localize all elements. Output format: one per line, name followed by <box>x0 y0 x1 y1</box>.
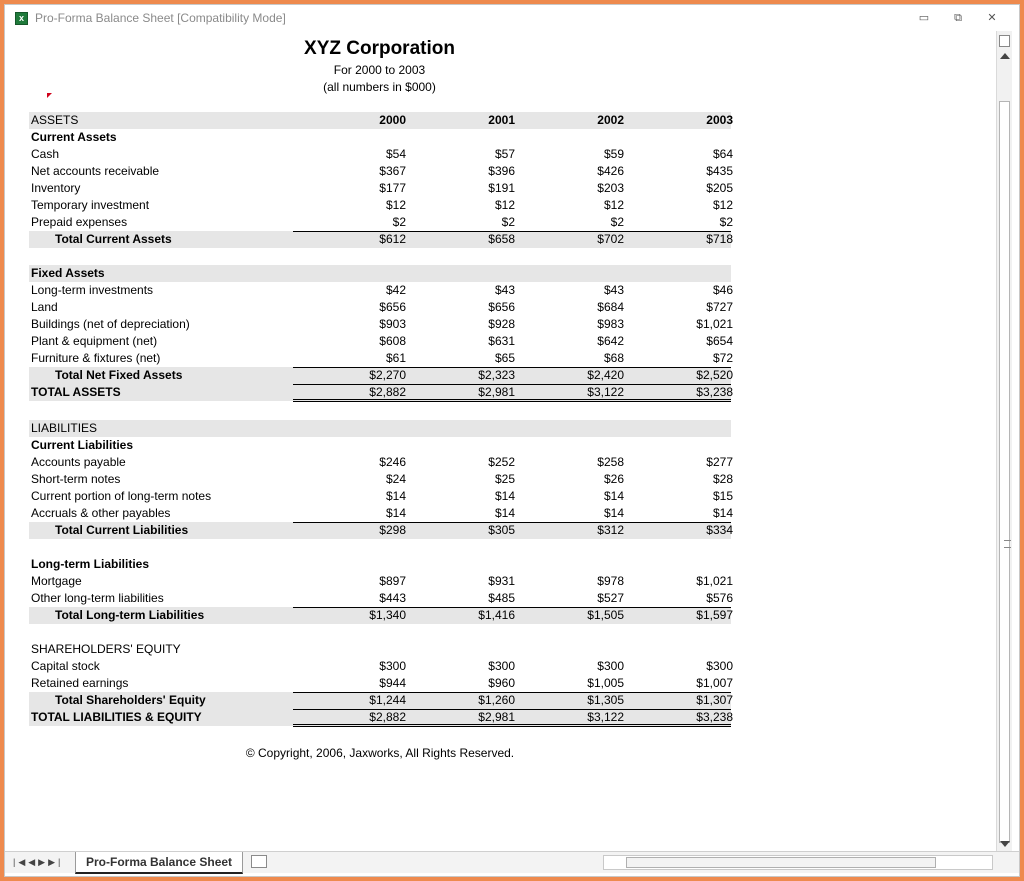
line-item-label[interactable]: Other long-term liabilities <box>31 591 164 605</box>
total-value[interactable]: $312 <box>597 523 624 537</box>
line-item-value[interactable]: $258 <box>597 455 624 469</box>
total-value[interactable]: $1,597 <box>696 608 733 622</box>
total-label[interactable]: Total Shareholders' Equity <box>55 693 206 707</box>
line-item-value[interactable]: $727 <box>706 300 733 314</box>
line-item-value[interactable]: $252 <box>488 455 515 469</box>
line-item-value[interactable]: $642 <box>597 334 624 348</box>
table-row[interactable] <box>29 709 731 726</box>
line-item-value[interactable]: $654 <box>706 334 733 348</box>
line-item-value[interactable]: $65 <box>494 351 515 365</box>
close-button[interactable]: ✕ <box>987 12 997 24</box>
line-item-value[interactable]: $14 <box>603 489 624 503</box>
total-value[interactable]: $658 <box>488 232 515 246</box>
line-item-label[interactable]: Short-term notes <box>31 472 121 486</box>
vertical-scrollbar[interactable] <box>996 31 1012 853</box>
section-heading[interactable]: Fixed Assets <box>31 266 105 280</box>
total-value[interactable]: $334 <box>706 523 733 537</box>
double-underline <box>293 384 731 402</box>
line-item-value[interactable]: $191 <box>488 181 515 195</box>
line-item-value[interactable]: $2 <box>610 215 624 229</box>
table-row[interactable] <box>29 333 731 350</box>
total-rule <box>293 607 731 624</box>
total-rule <box>293 231 731 248</box>
table-row[interactable] <box>29 573 731 590</box>
table-row[interactable] <box>29 505 731 522</box>
line-item-value[interactable]: $631 <box>488 334 515 348</box>
split-box-icon[interactable] <box>999 35 1010 47</box>
line-item-value[interactable]: $2 <box>392 215 406 229</box>
line-item-value[interactable]: $12 <box>712 198 733 212</box>
total-value[interactable]: $2,520 <box>696 368 733 382</box>
line-item-value[interactable]: $14 <box>385 506 406 520</box>
line-item-value[interactable]: $12 <box>385 198 406 212</box>
tab-pro-forma-balance-sheet[interactable]: Pro-Forma Balance Sheet <box>75 852 243 874</box>
total-value[interactable]: $2,323 <box>478 368 515 382</box>
line-item-value[interactable]: $42 <box>385 283 406 297</box>
line-item-value[interactable]: $72 <box>712 351 733 365</box>
total-label[interactable]: TOTAL LIABILITIES & EQUITY <box>31 710 202 724</box>
line-item-value[interactable]: $12 <box>603 198 624 212</box>
total-value[interactable]: $1,340 <box>369 608 406 622</box>
report-period: For 2000 to 2003 <box>333 63 426 77</box>
table-row[interactable] <box>29 367 731 384</box>
line-item-value[interactable]: $43 <box>603 283 624 297</box>
line-item-label[interactable]: Current portion of long-term notes <box>31 489 212 503</box>
restore-button[interactable]: ⧉ <box>954 12 962 24</box>
title-bar <box>5 5 1019 31</box>
line-item-value[interactable]: $59 <box>603 147 624 161</box>
line-item-value[interactable]: $277 <box>706 455 733 469</box>
line-item-label[interactable]: Prepaid expenses <box>31 215 128 229</box>
total-value[interactable]: $2,882 <box>369 385 406 399</box>
horizontal-scroll-thumb[interactable] <box>626 857 936 868</box>
table-row[interactable] <box>29 112 731 129</box>
table-row[interactable] <box>29 299 731 316</box>
line-item-label[interactable]: Capital stock <box>31 659 100 673</box>
table-row[interactable] <box>29 590 731 607</box>
line-item-value[interactable]: $978 <box>597 574 624 588</box>
line-item-value[interactable]: $68 <box>603 351 624 365</box>
total-value[interactable]: $1,260 <box>478 693 515 707</box>
report-units: (all numbers in $000) <box>323 80 436 94</box>
year-header[interactable]: 2003 <box>706 113 733 127</box>
line-item-value[interactable]: $928 <box>488 317 515 331</box>
subsection-heading[interactable]: Current Liabilities <box>31 438 134 452</box>
line-item-value[interactable]: $57 <box>494 147 515 161</box>
line-item-label[interactable]: Furniture & fixtures (net) <box>31 351 161 365</box>
line-item-value[interactable]: $435 <box>706 164 733 178</box>
table-row[interactable] <box>29 420 731 437</box>
table-row[interactable] <box>29 692 731 709</box>
line-item-value[interactable]: $12 <box>494 198 515 212</box>
line-item-label[interactable]: Accounts payable <box>31 455 126 469</box>
line-item-value[interactable]: $14 <box>712 506 733 520</box>
total-value[interactable]: $702 <box>597 232 624 246</box>
line-item-value[interactable]: $367 <box>379 164 406 178</box>
total-rule <box>293 522 731 539</box>
subsection-heading[interactable]: Long-term Liabilities <box>31 557 150 571</box>
worksheet[interactable] <box>15 31 997 853</box>
total-value[interactable]: $1,244 <box>369 693 406 707</box>
total-value[interactable]: $2,420 <box>587 368 624 382</box>
total-rule <box>293 367 731 384</box>
line-item-value[interactable]: $300 <box>706 659 733 673</box>
company-name: XYZ Corporation <box>304 38 455 59</box>
table-row[interactable] <box>29 471 731 488</box>
total-value[interactable]: $1,305 <box>587 693 624 707</box>
total-label[interactable]: Total Current Liabilities <box>55 523 189 537</box>
line-item-value[interactable]: $203 <box>597 181 624 195</box>
total-value[interactable]: $2,270 <box>369 368 406 382</box>
line-item-value[interactable]: $54 <box>385 147 406 161</box>
line-item-label[interactable]: Land <box>31 300 58 314</box>
line-item-value[interactable]: $24 <box>385 472 406 486</box>
total-value[interactable]: $305 <box>488 523 515 537</box>
line-item-label[interactable]: Temporary investment <box>31 198 150 212</box>
window-title: Pro-Forma Balance Sheet [Compatibility Mode] <box>35 11 286 25</box>
line-item-value[interactable]: $1,005 <box>587 676 624 690</box>
line-item-value[interactable]: $15 <box>712 489 733 503</box>
table-row[interactable] <box>29 384 731 401</box>
line-item-value[interactable]: $944 <box>379 676 406 690</box>
line-item-value[interactable]: $656 <box>488 300 515 314</box>
line-item-value[interactable]: $656 <box>379 300 406 314</box>
table-row[interactable] <box>29 437 731 454</box>
line-item-value[interactable]: $2 <box>501 215 515 229</box>
minimize-button[interactable]: ▭ <box>918 12 930 24</box>
table-row[interactable] <box>29 641 731 658</box>
total-value[interactable]: $3,238 <box>696 710 733 724</box>
total-label[interactable]: Total Long-term Liabilities <box>55 608 205 622</box>
vertical-scroll-thumb[interactable] <box>999 101 1010 843</box>
table-row[interactable] <box>29 197 731 214</box>
total-value[interactable]: $2,981 <box>478 385 515 399</box>
table-row[interactable] <box>29 214 731 231</box>
table-row[interactable] <box>29 265 731 282</box>
line-item-value[interactable]: $177 <box>379 181 406 195</box>
line-item-value[interactable]: $931 <box>488 574 515 588</box>
total-value[interactable]: $3,122 <box>587 385 624 399</box>
line-item-label[interactable]: Mortgage <box>31 574 82 588</box>
total-value[interactable]: $718 <box>706 232 733 246</box>
line-item-value[interactable]: $983 <box>597 317 624 331</box>
section-heading[interactable]: LIABILITIES <box>31 421 98 435</box>
total-value[interactable]: $3,238 <box>696 385 733 399</box>
line-item-value[interactable]: $14 <box>385 489 406 503</box>
excel-app-icon: x <box>15 12 28 25</box>
line-item-value[interactable]: $1,021 <box>696 574 733 588</box>
year-header[interactable]: 2002 <box>597 113 624 127</box>
line-item-value[interactable]: $527 <box>597 591 624 605</box>
line-item-label[interactable]: Plant & equipment (net) <box>31 334 158 348</box>
total-value[interactable]: $2,981 <box>478 710 515 724</box>
double-underline <box>293 709 731 727</box>
total-rule <box>293 692 731 709</box>
total-label[interactable]: TOTAL ASSETS <box>31 385 121 399</box>
line-item-label[interactable]: Buildings (net of depreciation) <box>31 317 190 331</box>
line-item-value[interactable]: $26 <box>603 472 624 486</box>
table-row[interactable] <box>29 556 731 573</box>
line-item-value[interactable]: $46 <box>712 283 733 297</box>
line-item-value[interactable]: $61 <box>385 351 406 365</box>
cell-comment-indicator-icon[interactable] <box>47 93 52 98</box>
subsection-heading[interactable]: Current Assets <box>31 130 117 144</box>
horizontal-scrollbar[interactable] <box>603 855 993 870</box>
line-item-value[interactable]: $14 <box>603 506 624 520</box>
table-row[interactable] <box>29 350 731 367</box>
line-item-value[interactable]: $25 <box>494 472 515 486</box>
grip-icon <box>1004 540 1011 548</box>
total-value[interactable]: $3,122 <box>587 710 624 724</box>
scroll-up-arrow-icon[interactable] <box>1000 53 1010 59</box>
year-header[interactable]: 2000 <box>379 113 406 127</box>
year-header[interactable]: 2001 <box>488 113 515 127</box>
line-item-value[interactable]: $300 <box>488 659 515 673</box>
line-item-value[interactable]: $300 <box>379 659 406 673</box>
table-row[interactable] <box>29 129 731 146</box>
total-value[interactable]: $1,416 <box>478 608 515 622</box>
line-item-label[interactable]: Cash <box>31 147 60 161</box>
line-item-value[interactable]: $300 <box>597 659 624 673</box>
line-item-value[interactable]: $960 <box>488 676 515 690</box>
line-item-label[interactable]: Net accounts receivable <box>31 164 160 178</box>
total-value[interactable]: $1,307 <box>696 693 733 707</box>
total-label[interactable]: Total Net Fixed Assets <box>55 368 183 382</box>
table-row[interactable] <box>29 522 731 539</box>
line-item-value[interactable]: $14 <box>494 506 515 520</box>
sheet-tab-bar <box>5 851 1019 873</box>
line-item-value[interactable]: $14 <box>494 489 515 503</box>
line-item-value[interactable]: $443 <box>379 591 406 605</box>
copyright-notice: © Copyright, 2006, Jaxworks, All Rights Reserved. <box>245 746 515 760</box>
table-row[interactable] <box>29 316 731 333</box>
scroll-down-arrow-icon[interactable] <box>1000 841 1010 847</box>
line-item-value[interactable]: $684 <box>597 300 624 314</box>
total-value[interactable]: $298 <box>379 523 406 537</box>
line-item-label[interactable]: Long-term investments <box>31 283 154 297</box>
line-item-value[interactable]: $485 <box>488 591 515 605</box>
line-item-value[interactable]: $1,021 <box>696 317 733 331</box>
section-heading[interactable]: SHAREHOLDERS' EQUITY <box>31 642 181 656</box>
table-row[interactable] <box>29 146 731 163</box>
line-item-value[interactable]: $64 <box>712 147 733 161</box>
table-row[interactable] <box>29 282 731 299</box>
total-value[interactable]: $1,505 <box>587 608 624 622</box>
table-row[interactable] <box>29 231 731 248</box>
table-row[interactable] <box>29 675 731 692</box>
line-item-value[interactable]: $246 <box>379 455 406 469</box>
line-item-value[interactable]: $608 <box>379 334 406 348</box>
tab-navigation-arrows-icon[interactable]: |◀◀▶▶| <box>13 857 64 867</box>
insert-sheet-icon[interactable] <box>251 855 267 868</box>
table-row[interactable] <box>29 488 731 505</box>
excel-window <box>4 4 1020 877</box>
line-item-label[interactable]: Inventory <box>31 181 81 195</box>
table-row[interactable] <box>29 163 731 180</box>
line-item-value[interactable]: $396 <box>488 164 515 178</box>
line-item-value[interactable]: $205 <box>706 181 733 195</box>
table-row[interactable] <box>29 454 731 471</box>
line-item-value[interactable]: $1,007 <box>696 676 733 690</box>
total-value[interactable]: $612 <box>379 232 406 246</box>
section-heading-assets[interactable]: ASSETS <box>31 113 79 127</box>
line-item-value[interactable]: $426 <box>597 164 624 178</box>
table-row[interactable] <box>29 180 731 197</box>
line-item-value[interactable]: $2 <box>719 215 733 229</box>
total-label[interactable]: Total Current Assets <box>55 232 172 246</box>
table-row[interactable] <box>29 607 731 624</box>
line-item-value[interactable]: $903 <box>379 317 406 331</box>
table-row[interactable] <box>29 658 731 675</box>
line-item-value[interactable]: $897 <box>379 574 406 588</box>
line-item-label[interactable]: Retained earnings <box>31 676 129 690</box>
line-item-value[interactable]: $43 <box>494 283 515 297</box>
line-item-label[interactable]: Accruals & other payables <box>31 506 171 520</box>
line-item-value[interactable]: $576 <box>706 591 733 605</box>
total-value[interactable]: $2,882 <box>369 710 406 724</box>
line-item-value[interactable]: $28 <box>712 472 733 486</box>
